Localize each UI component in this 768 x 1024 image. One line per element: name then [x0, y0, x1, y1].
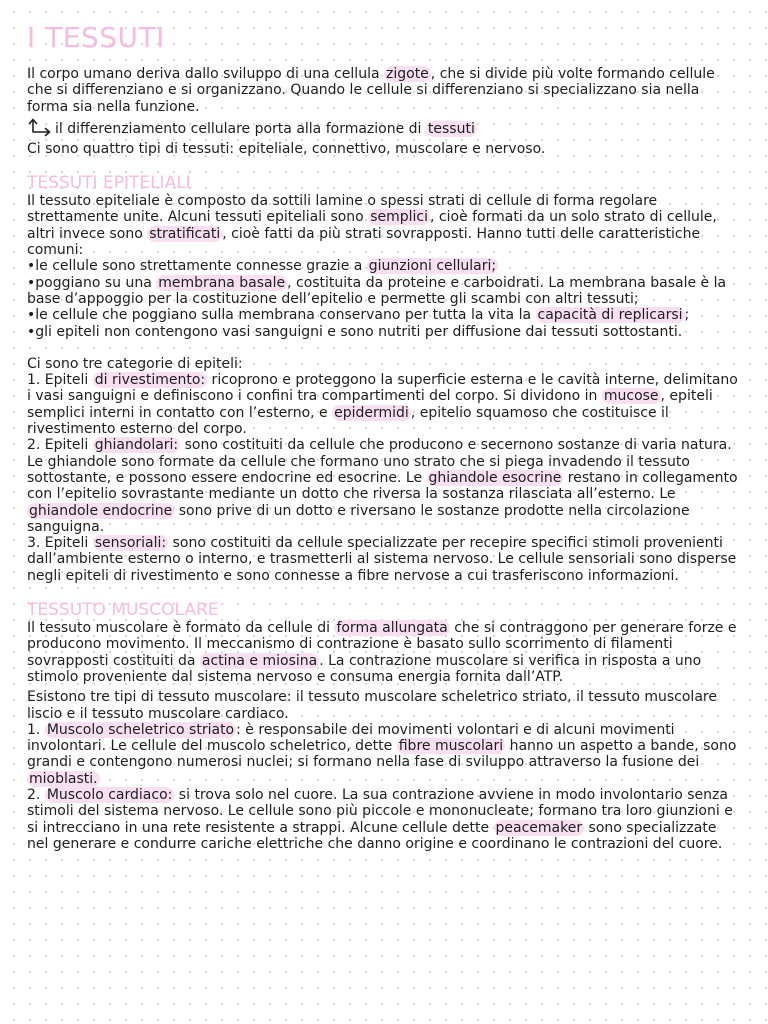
page-title: I TESSUTI: [27, 21, 165, 54]
highlight-rivestimento: di rivestimento:: [94, 372, 206, 389]
highlight-semplici: semplici: [370, 209, 429, 226]
arrow-note: [27, 117, 739, 137]
tissue-types-line: Ci sono quattro tipi di tessuti: epiteliale, connettivo, muscolare e nervoso.: [27, 140, 546, 157]
muscolare-paragraph: Il tessuto muscolare è formato da cellule di forma allungata che si contraggono per generare forze e producono movimento. Il meccanismo di contrazione è basato sullo scorrimento di filamenti sovrapposti costituiti da actina e miosina . La contrazione muscolare si verifica in risposta a uno stimolo proveniente dal sistema nervoso e consuma energia fornita dall’ATP.: [27, 620, 737, 685]
highlight-cardiaco: Muscolo cardiaco:: [46, 786, 173, 803]
highlight-epidermidi: epidermidi: [334, 404, 409, 421]
highlight-membrana-basale: membrana basale: [158, 274, 286, 291]
bullet-item: •poggiano su una membrana basale , costituita da proteine e carboidrati. La membrana basale è la base d’appoggio per la costituzione dell’epitelio e permette gli scambi con altri tessuti;: [27, 274, 727, 307]
highlight-stratificati: stratificati: [149, 225, 221, 242]
highlight-scheletrico: Muscolo scheletrico striato: [46, 721, 235, 738]
highlight-zigote: zigote: [386, 66, 429, 82]
muscle-types-paragraph: Esistono tre tipi di tessuto muscolare: il tessuto muscolare scheletrico striato, il tessuto muscolare liscio e il tessuto muscolare cardiaco.: [27, 689, 717, 722]
highlight-mioblasti: mioblasti.: [29, 770, 98, 787]
category-item: 1. Epiteli di rivestimento: ricoprono e proteggono la superficie esterna e le cavità interne, delimitano i vasi sanguigni e definiscono i confini tra compartimenti del corpo. Si dividono in mucose , epiteli semplici interni in contatto con l’esterno, e epidermidi , epitelio squamoso che costituisce il rivestimento esterno del corpo.: [27, 372, 738, 438]
highlight-actina-miosina: actina e miosina: [201, 652, 318, 669]
category-item: 3. Epiteli sensoriali: sono costituiti da cellule specializzate per recepire specifici stimoli provenienti dall’ambiente esterno o interno, e trasmetterli al sistema nervoso. Le cellule sensoriali sono disperse negli epiteli di rivestimento e sono connesse a fibre nervose a cui trasferiscono informazioni.: [27, 535, 737, 584]
highlight-tessuti: tessuti: [427, 120, 475, 137]
muscle-item: 1. Muscolo scheletrico striato : è responsabile dei movimenti volontari e di alcuni movimenti involontari. Le cellule del muscolo scheletrico, dette fibre muscolari hanno un aspetto a bande, sono grandi e contengono numerosi nuclei; si formano nella fase di sviluppo attraverso la fusione dei mioblasti.: [27, 721, 737, 787]
highlight-ghiandolari: ghiandolari:: [94, 437, 179, 454]
highlight-mucose: mucose: [603, 388, 659, 405]
highlight-giunzioni: giunzioni cellulari;: [368, 258, 497, 275]
category-item: 2. Epiteli ghiandolari: sono costituiti da cellule che producono e secernono sostanze di varia natura. Le ghiandole sono formate da cellule che formano uno strato che si piega invadendo il tessuto sottostante, e possono essere endocrine ed esocrine. Le ghiandole esocrine restano in collegamento con l’epitelio sovrastante mediante un dotto che riversa la sostanza rilasciata all’esterno. Le ghiandole endocrine sono prive di un dotto e riversano le sostanze prodotte nella circolazione sanguigna.: [27, 437, 738, 535]
highlight-sensoriali: sensoriali:: [94, 535, 167, 552]
intro-paragraph: Il corpo umano deriva dallo sviluppo di una cellula zigote , che si divide più volte formando cellule che si differenziano e si organizzano. Quando le cellule si differenziano si specializzano sia nella forma sia nella funzione.: [27, 66, 715, 115]
highlight-forma-allungata: forma allungata: [336, 620, 448, 637]
notes-page: [27, 18, 739, 852]
bullet-item: •le cellule sono strettamente connesse grazie a giunzioni cellulari;: [27, 258, 497, 275]
highlight-ghiandole-esocrine: ghiandole esocrine: [428, 469, 562, 486]
highlight-peacemaker: peacemaker: [495, 819, 583, 836]
epiteliali-paragraph: Il tessuto epiteliale è composto da sottili lamine o spessi strati di cellule di forma regolare strettamente unite. Alcuni tessuti epiteliali sono semplici , cioè formati da un solo strato di cellule, altri invece sono stratificati , cioè fatti da più strati sovrapposti. Hanno tutti delle caratteristiche comuni:: [27, 193, 717, 259]
muscle-item: 2. Muscolo cardiaco: si trova solo nel cuore. La sua contrazione avviene in modo involontario senza stimoli del sistema nervoso. Le cellule sono più piccole e mononucleate; formano tra loro giunzioni e si intrecciano in una rete resistente a strappi. Alcune cellule dette peacemaker sono specializzate nel generare e condurre cariche elettriche che danno origine e coordinano le contrazioni del cuore.: [27, 786, 733, 852]
bullet-item: •gli epiteli non contengono vasi sanguigni e sono nutriti per diffusione dai tessuti sottostanti.: [27, 323, 683, 340]
highlight-fibre-muscolari: fibre muscolari: [398, 738, 504, 755]
section-heading-epiteliali: TESSUTI EPITELIALI: [27, 173, 191, 194]
highlight-capacita: capacità di replicarsi: [537, 307, 683, 324]
section-heading-muscolare: TESSUTO MUSCOLARE: [27, 600, 219, 621]
highlight-ghiandole-endocrine: ghiandole endocrine: [29, 502, 173, 519]
bullet-item: •le cellule che poggiano sulla membrana conservano per tutta la vita la capacità di replicarsi ;: [27, 307, 690, 324]
corner-arrow-icon: [27, 117, 53, 137]
categories-intro: Ci sono tre categorie di epiteli:: [27, 355, 243, 372]
arrow-note-text: il differenziamento cellulare porta alla formazione di tessuti: [55, 120, 475, 137]
